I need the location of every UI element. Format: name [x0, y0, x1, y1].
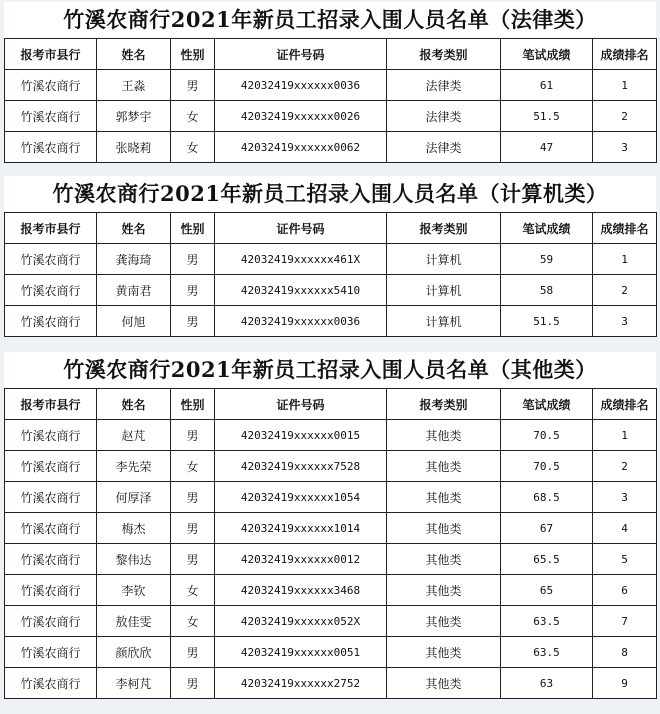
header-score: 笔试成绩 [501, 39, 593, 70]
cell-category: 法律类 [387, 101, 501, 132]
header-org: 报考市县行 [5, 389, 97, 420]
cell-id: 42032419xxxxxx1014 [215, 513, 387, 544]
cell-category: 法律类 [387, 70, 501, 101]
cell-gender: 女 [171, 101, 215, 132]
cell-gender: 男 [171, 637, 215, 668]
table-row [5, 513, 657, 544]
table-row [5, 575, 657, 606]
cell-rank: 1 [593, 420, 657, 451]
cell-rank: 4 [593, 513, 657, 544]
cell-name: 敖佳雯 [97, 606, 171, 637]
cell-name: 颜欣欣 [97, 637, 171, 668]
cell-score: 70.5 [501, 451, 593, 482]
table-row [5, 306, 657, 337]
cell-id: 42032419xxxxxx0051 [215, 637, 387, 668]
table-row [5, 70, 657, 101]
header-rank: 成绩排名 [593, 213, 657, 244]
cell-gender: 男 [171, 70, 215, 101]
cell-rank: 3 [593, 306, 657, 337]
header-row [5, 389, 657, 420]
cell-gender: 男 [171, 544, 215, 575]
section-other [4, 352, 656, 699]
cell-org: 竹溪农商行 [5, 451, 97, 482]
cell-name: 郭梦宇 [97, 101, 171, 132]
cell-category: 其他类 [387, 544, 501, 575]
header-category: 报考类别 [387, 389, 501, 420]
cell-category: 其他类 [387, 606, 501, 637]
cell-org: 竹溪农商行 [5, 132, 97, 163]
cell-name: 李先荣 [97, 451, 171, 482]
header-category: 报考类别 [387, 39, 501, 70]
cell-name: 张晓莉 [97, 132, 171, 163]
header-row [5, 39, 657, 70]
cell-org: 竹溪农商行 [5, 668, 97, 699]
table-computer [4, 212, 657, 337]
cell-gender: 男 [171, 668, 215, 699]
cell-name: 黄南君 [97, 275, 171, 306]
table-row [5, 482, 657, 513]
cell-rank: 2 [593, 275, 657, 306]
cell-gender: 女 [171, 575, 215, 606]
header-id: 证件号码 [215, 389, 387, 420]
cell-gender: 男 [171, 306, 215, 337]
cell-category: 计算机 [387, 275, 501, 306]
cell-org: 竹溪农商行 [5, 244, 97, 275]
cell-category: 其他类 [387, 451, 501, 482]
cell-category: 其他类 [387, 668, 501, 699]
cell-category: 计算机 [387, 306, 501, 337]
cell-rank: 1 [593, 244, 657, 275]
cell-gender: 男 [171, 482, 215, 513]
cell-id: 42032419xxxxxx3468 [215, 575, 387, 606]
cell-score: 65 [501, 575, 593, 606]
header-org: 报考市县行 [5, 213, 97, 244]
header-name: 姓名 [97, 389, 171, 420]
cell-score: 65.5 [501, 544, 593, 575]
cell-gender: 男 [171, 244, 215, 275]
section-computer [4, 176, 656, 337]
cell-rank: 3 [593, 132, 657, 163]
cell-org: 竹溪农商行 [5, 575, 97, 606]
cell-id: 42032419xxxxxx0015 [215, 420, 387, 451]
cell-id: 42032419xxxxxx0026 [215, 101, 387, 132]
table-law [4, 38, 657, 163]
cell-id: 42032419xxxxxx5410 [215, 275, 387, 306]
cell-org: 竹溪农商行 [5, 544, 97, 575]
cell-name: 王淼 [97, 70, 171, 101]
cell-score: 63.5 [501, 606, 593, 637]
cell-name: 梅杰 [97, 513, 171, 544]
section-law [4, 2, 656, 163]
table-row [5, 544, 657, 575]
header-gender: 性别 [171, 213, 215, 244]
cell-org: 竹溪农商行 [5, 606, 97, 637]
table-row [5, 668, 657, 699]
cell-org: 竹溪农商行 [5, 70, 97, 101]
cell-name: 赵芃 [97, 420, 171, 451]
cell-score: 67 [501, 513, 593, 544]
cell-id: 42032419xxxxxx0062 [215, 132, 387, 163]
cell-id: 42032419xxxxxx052X [215, 606, 387, 637]
cell-score: 61 [501, 70, 593, 101]
cell-name: 李钦 [97, 575, 171, 606]
header-id: 证件号码 [215, 213, 387, 244]
cell-org: 竹溪农商行 [5, 275, 97, 306]
header-rank: 成绩排名 [593, 39, 657, 70]
table-row [5, 132, 657, 163]
cell-score: 58 [501, 275, 593, 306]
cell-org: 竹溪农商行 [5, 420, 97, 451]
header-category: 报考类别 [387, 213, 501, 244]
cell-score: 51.5 [501, 101, 593, 132]
cell-score: 59 [501, 244, 593, 275]
cell-rank: 1 [593, 70, 657, 101]
cell-gender: 男 [171, 513, 215, 544]
cell-category: 计算机 [387, 244, 501, 275]
cell-id: 42032419xxxxxx0036 [215, 70, 387, 101]
cell-gender: 男 [171, 275, 215, 306]
header-gender: 性别 [171, 39, 215, 70]
cell-rank: 9 [593, 668, 657, 699]
header-gender: 性别 [171, 389, 215, 420]
table-row [5, 275, 657, 306]
header-row [5, 213, 657, 244]
cell-name: 何旭 [97, 306, 171, 337]
cell-org: 竹溪农商行 [5, 513, 97, 544]
cell-gender: 男 [171, 420, 215, 451]
cell-gender: 女 [171, 606, 215, 637]
cell-score: 63 [501, 668, 593, 699]
cell-category: 其他类 [387, 575, 501, 606]
section-title-law: 竹溪农商行2021年新员工招录入围人员名单（法律类） [63, 7, 597, 32]
cell-name: 龚海琦 [97, 244, 171, 275]
cell-id: 42032419xxxxxx461X [215, 244, 387, 275]
cell-id: 42032419xxxxxx2752 [215, 668, 387, 699]
cell-rank: 5 [593, 544, 657, 575]
cell-org: 竹溪农商行 [5, 306, 97, 337]
cell-rank: 7 [593, 606, 657, 637]
cell-rank: 2 [593, 101, 657, 132]
cell-category: 法律类 [387, 132, 501, 163]
cell-gender: 女 [171, 132, 215, 163]
header-score: 笔试成绩 [501, 213, 593, 244]
section-title-computer: 竹溪农商行2021年新员工招录入围人员名单（计算机类） [52, 181, 608, 206]
table-row [5, 606, 657, 637]
cell-rank: 8 [593, 637, 657, 668]
table-row [5, 420, 657, 451]
header-name: 姓名 [97, 39, 171, 70]
cell-id: 42032419xxxxxx0036 [215, 306, 387, 337]
cell-gender: 女 [171, 451, 215, 482]
cell-org: 竹溪农商行 [5, 637, 97, 668]
cell-id: 42032419xxxxxx7528 [215, 451, 387, 482]
table-other [4, 388, 657, 699]
cell-category: 其他类 [387, 420, 501, 451]
cell-rank: 2 [593, 451, 657, 482]
cell-score: 68.5 [501, 482, 593, 513]
header-name: 姓名 [97, 213, 171, 244]
cell-rank: 3 [593, 482, 657, 513]
header-rank: 成绩排名 [593, 389, 657, 420]
cell-id: 42032419xxxxxx1054 [215, 482, 387, 513]
table-row [5, 637, 657, 668]
cell-category: 其他类 [387, 637, 501, 668]
section-title-other: 竹溪农商行2021年新员工招录入围人员名单（其他类） [63, 357, 597, 382]
table-row [5, 451, 657, 482]
cell-score: 47 [501, 132, 593, 163]
table-row [5, 244, 657, 275]
header-id: 证件号码 [215, 39, 387, 70]
cell-org: 竹溪农商行 [5, 101, 97, 132]
cell-score: 63.5 [501, 637, 593, 668]
header-org: 报考市县行 [5, 39, 97, 70]
cell-name: 李柯芃 [97, 668, 171, 699]
cell-id: 42032419xxxxxx0012 [215, 544, 387, 575]
cell-score: 70.5 [501, 420, 593, 451]
cell-name: 何厚泽 [97, 482, 171, 513]
cell-org: 竹溪农商行 [5, 482, 97, 513]
cell-category: 其他类 [387, 513, 501, 544]
cell-name: 黎伟达 [97, 544, 171, 575]
cell-rank: 6 [593, 575, 657, 606]
header-score: 笔试成绩 [501, 389, 593, 420]
table-row [5, 101, 657, 132]
cell-score: 51.5 [501, 306, 593, 337]
cell-category: 其他类 [387, 482, 501, 513]
